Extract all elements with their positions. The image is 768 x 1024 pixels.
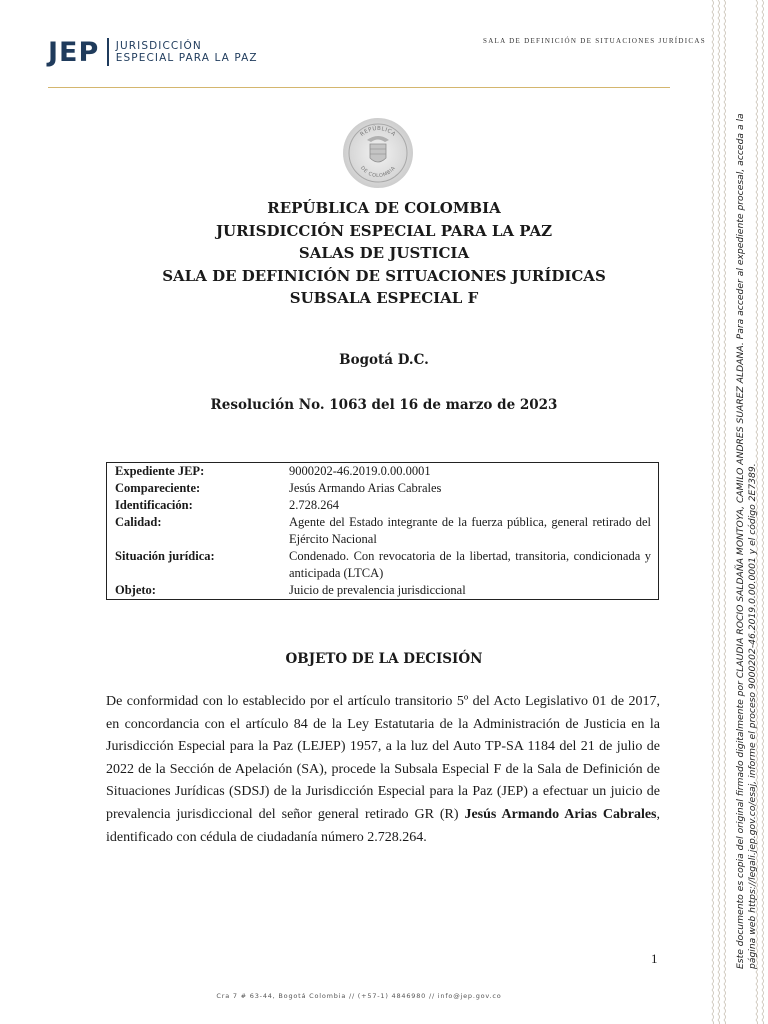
digital-signature-note (698, 0, 756, 1024)
title-line: SALAS DE JUSTICIA (298, 244, 470, 262)
seal-top-text: REPÚBLICA (359, 125, 397, 138)
header-divider (48, 87, 670, 88)
page-number: 1 (651, 951, 658, 966)
table-row (107, 480, 659, 497)
row-label: Expediente JEP: (115, 464, 205, 478)
row-label: Compareciente: (115, 481, 201, 495)
row-label: Identificación: (115, 498, 193, 512)
logo-divider (107, 38, 109, 66)
logo-line-2: ESPECIAL PARA LA PAZ (115, 52, 258, 64)
signature-note-line-2: página web https://legali.jep.gov.co/esaj, informe el proceso 9000202-46.2019.0.00.0001 y el código 2E7389. (746, 463, 758, 969)
logo-line-1: JURISDICCIÓN (115, 40, 202, 52)
row-value: Agente del Estado integrante de la fuerza pública, general retirado del Ejército Nacional (289, 515, 651, 546)
section-heading: OBJETO DE LA DECISIÓN (285, 651, 483, 667)
logo-mark: JEP (48, 36, 100, 68)
row-value: 2.728.264 (289, 498, 339, 512)
table-row (107, 514, 659, 548)
city: Bogotá D.C. (339, 352, 429, 368)
body-paragraph (106, 691, 660, 849)
row-label: Objeto: (115, 583, 156, 597)
signature-note-text (698, 0, 756, 1024)
row-value: 9000202-46.2019.0.00.0001 (289, 464, 431, 478)
jep-logo (48, 38, 258, 66)
header-section-title: SALA DE DEFINICIÓN DE SITUACIONES JURÍDICAS (483, 37, 706, 45)
defendant-name: Jesús Armando Arias Cabrales (464, 806, 657, 822)
title-line: REPÚBLICA DE COLOMBIA (267, 199, 501, 217)
title-line: SUBSALA ESPECIAL F (289, 289, 479, 307)
table-row (107, 548, 659, 582)
row-label: Calidad: (115, 515, 162, 529)
title-line: SALA DE DEFINICIÓN DE SITUACIONES JURÍDICAS (162, 266, 606, 285)
wave-line (762, 0, 764, 1024)
row-value: Juicio de prevalencia jurisdiccional (289, 583, 466, 597)
case-info-table (106, 462, 659, 600)
title-line: JURISDICCIÓN ESPECIAL PARA LA PAZ (215, 221, 553, 240)
paragraph-text-end: , identificado con cédula de ciudadanía número 2.728.264. (106, 806, 660, 845)
svg-text:DE COLOMBIA (359, 165, 397, 179)
row-value: Condenado. Con revocatoria de la libertad, transitoria, condicionada y anticipada (LTCA) (289, 549, 651, 580)
colombia-seal-icon (343, 118, 413, 188)
row-value: Jesús Armando Arias Cabrales (289, 481, 442, 495)
resolution-title: Resolución No. 1063 del 16 de marzo de 2023 (210, 397, 558, 413)
table-row (107, 497, 659, 514)
row-label: Situación jurídica: (115, 549, 215, 563)
logo-text (116, 40, 258, 64)
signature-note-line-1: Este documento es copia del original firmado digitalmente por CLAUDIA ROCIO SALDAÑA MONTOYA, CAMILO ANDRES SUAREZ ALDANA. Para acceder al expediente procesal, acceda a la (735, 113, 746, 969)
footer-address: Cra 7 # 63-44, Bogotá Colombia // (+57-1) 4846980 // info@jep.gov.co (216, 992, 502, 1000)
seal-bottom-text: DE COLOMBIA (358, 165, 398, 180)
table-row (107, 582, 659, 600)
table-row (107, 463, 659, 481)
paragraph-text: De conformidad con lo establecido por el artículo transitorio 5º del Acto Legislativo 01 de 2017, en concordancia con el artículo 84 de la Ley Estatutaria de la Administración de Justicia en la Jurisdicción Especial para la Paz (LEJEP) 1957, a la luz del Auto TP-SA 1184 del 21 de julio de 2022 de la Sección de Apelación (SA), procede la Subsala Especial F de la Sala de Definición de Situaciones Jurídicas (SDSJ) de la Jurisdicción Especial para la Paz (JEP) a efectuar un juicio de prevalencia jurisdiccional del señor general retirado GR (R) (106, 694, 660, 822)
document-titles (0, 197, 768, 310)
